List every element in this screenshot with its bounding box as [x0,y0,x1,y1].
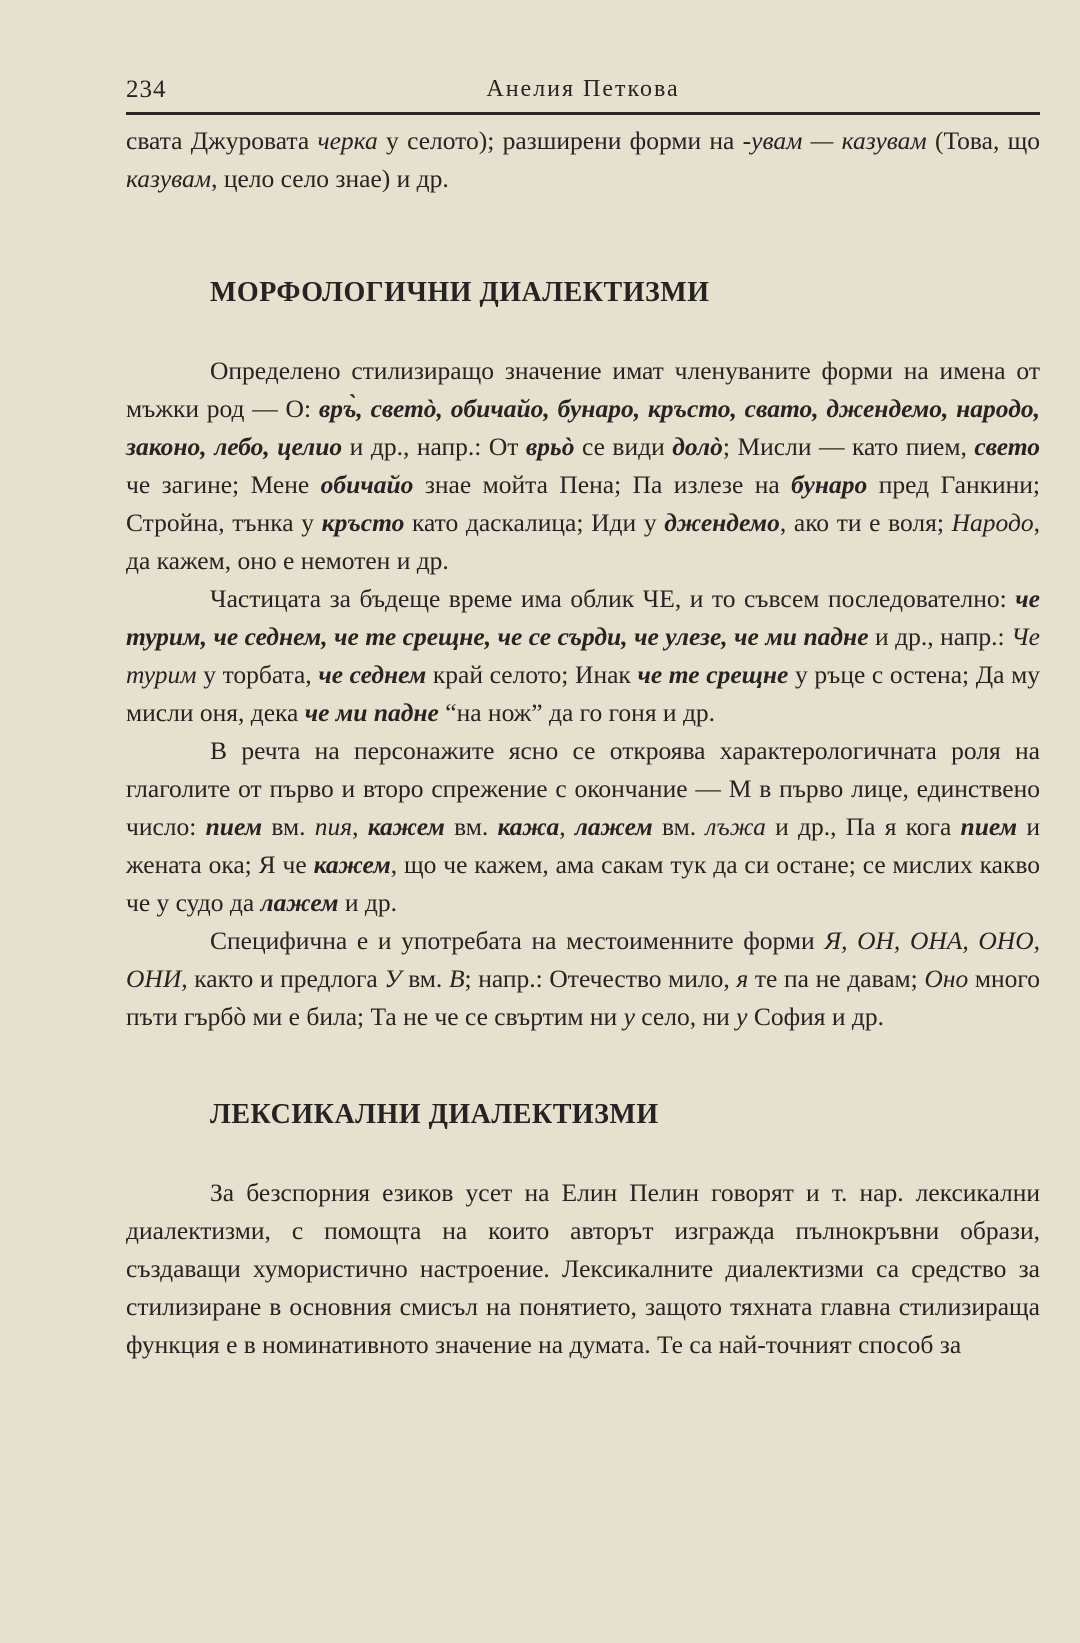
section-heading-lexical: ЛЕКСИКАЛНИ ДИАЛЕКТИЗМИ [210,1099,659,1130]
section-heading-morphological: МОРФОЛОГИЧНИ ДИАЛЕКТИЗМИ [210,277,710,308]
paragraph-morph-4: Специфична е и употребата на местоименните форми Я, ОН, ОНА, ОНО, ОНИ, както и предлога У вм. В; напр.: Отечество мило, я те па не давам; Оно много пъти гърбò ми е била; Та не че се свъртим ни у село, ни у София и др. [126,926,1040,1031]
page-number: 234 [126,76,167,103]
paragraph-morph-2: Частицата за бъдеще време има облик ЧЕ, и то съвсем последователно: че турим, че седнем, че те срещне, че се сърди, че улезе, че ми падне и др., напр.: Че турим у торбата, че седнем край селото; Инак че те срещне у ръце с остена; Да му мисли оня, дека че ми падне “на нож” да го гоня и др. [126,584,1040,727]
paragraph-morph-3: В речта на персонажите ясно се откроява характерологичната роля на глаголите от първо и второ спрежение с окончание — М в първо лице, единствено число: пием вм. пия, кажем вм. кажа, лажем вм. лъжа и др., Па я кога пием и жената ока; Я че кажем, що че кажем, ама сакам тук да си остане; се мислих какво че у судо да лажем и др. [126,736,1040,917]
page-body [126,122,1040,1364]
intro-paragraph: свата Джуровата черка у селото); разширени форми на -увам — казувам (Това, що казувам, цело село знае) и др. [126,126,1040,193]
paragraph-morph-1: Определено стилизиращо значение имат членуваните форми на имена от мъжки род — О: връ̀, светò, обичайо, бунаро, кръсто, свато, джендемо, народо, законо, лебо, целио и др., напр.: От врьò се види долò; Мисли — като пием, свето че загине; Мене обичайо знае мойта Пена; Па излезе на бунаро пред Ганкини; Стройна, тънка у кръсто като даскалица; Иди у джендемо, ако ти е воля; Народо, да кажем, оно е немотен и др. [126,356,1040,575]
paragraph-lexical-1: За безспорния езиков усет на Елин Пелин говорят и т. нар. лексикални диалектизми, с помощта на които авторът изгражда пълнокръвни образи, създаващи хумористично настроение. Лексикалните диалектизми са средство за стилизиране в основния смисъл на понятието, защото тяхната главна стилизираща функция е в номинативното значение на думата. Те са най-точният способ за [126,1178,1040,1359]
running-title: Анелия Петкова [486,76,680,102]
page-header [126,76,1040,115]
